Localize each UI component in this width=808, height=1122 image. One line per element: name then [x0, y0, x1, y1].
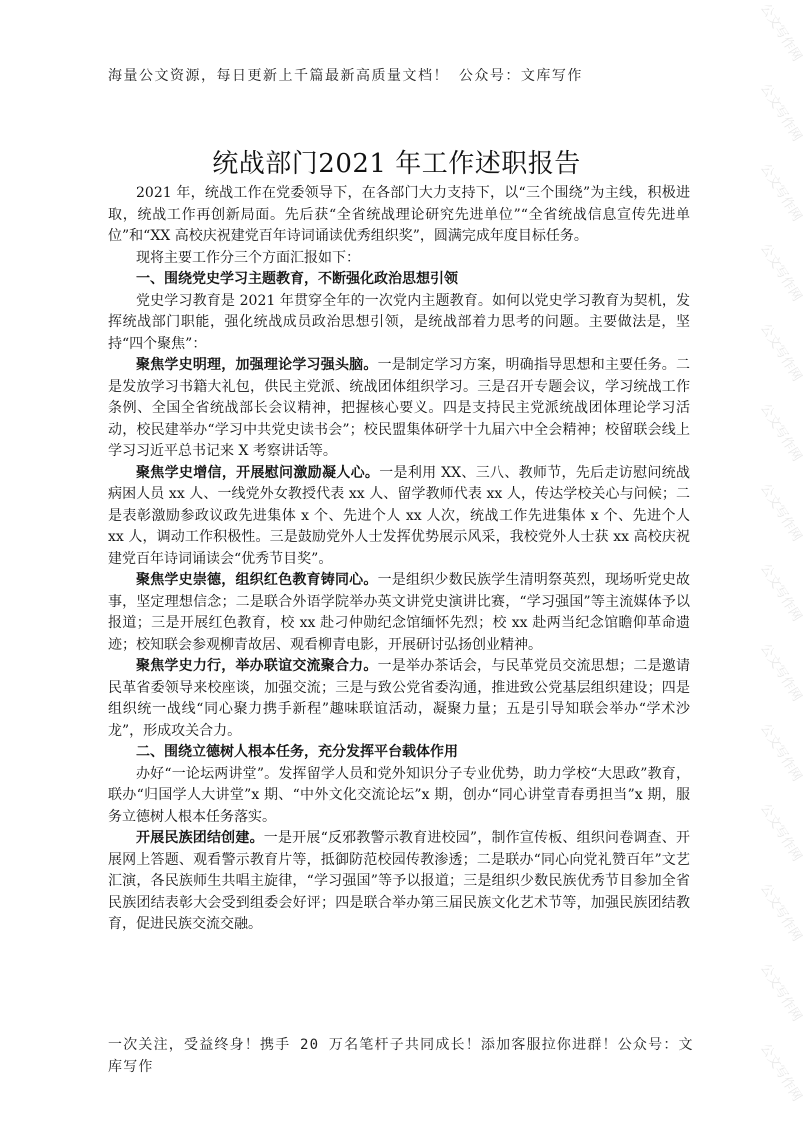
- document-body: [108, 183, 690, 936]
- lead-text: 聚焦学史增信，开展慰问激励凝人心。: [136, 464, 380, 481]
- paragraph-section1-intro: 党史学习教育是 2021 年贯穿全年的一次党内主题教育。如何以党史学习教育为契机，发挥统战部门职能，强化统战成员政治思想引领，是统战部着力思考的问题。主要做法是，坚持“四个聚焦”：: [108, 292, 690, 352]
- document-title: 统战部门2021 年工作述职报告: [212, 149, 581, 179]
- watermark-text: 公文写作网: [757, 481, 805, 545]
- paragraph-focus-2: 聚焦学史增信，开展慰问激励凝人心。一是利用 XX、三八、教师节，先后走访慰问统战病困人员 xx 人、一线党外女教授代表 xx 人、留学教师代表 xx 人，传达学校关心与问候；二是表彰激励参政议政先进集体 x 个、先进个人 xx 人次，统战工作先进集体 x 个、先进个人 xx 人，调动工作积极性。三是鼓励党外人士发挥优势展示风采，我校党外人士获 xx 高校庆祝建党百年诗词诵读会“优秀节目奖”。: [108, 464, 691, 567]
- paragraph-focus-1: 聚焦学史明理，加强理论学习强头脑。一是制定学习方案，明确指导思想和主要任务。二是发放学习书籍大礼包，供民主党派、统战团体组织学习。三是召开专题会议，学习统战工作条例、全国全省统战部长会议精神，把握核心要义。四是支持民主党派统战团体理论学习活动，校民建举办“学习中共党史读书会”；校民盟集体研学十九届六中全会精神；校留联会线上学习习近平总书记来 X 考察讲话等。: [108, 357, 690, 459]
- watermark-text: 公文写作网: [757, 641, 805, 705]
- lead-text: 聚焦学史明理，加强理论学习强头脑。: [136, 357, 378, 373]
- footer-promo-note: 一次关注，受益终身！携手 20 万名笔杆子共同成长！添加客服拉你进群！公众号：文库写作: [108, 1037, 694, 1075]
- paragraph-focus-4: 聚焦学史力行，举办联谊交流聚合力。一是举办茶话会，与民革党员交流思想；二是邀请民革省委领导来校座谈，加强交流；三是与致公党省委沟通，推进致公党基层组织建设；四是组织统一战线“同心聚力携手新程”趣味联谊活动，凝聚力量；五是引导知联会举办“学术沙龙”，形成攻关合力。: [108, 658, 690, 739]
- lead-text: 开展民族团结创建。: [136, 830, 264, 846]
- section-heading-1: 一、围绕党史学习主题教育，不断强化政治思想引领: [136, 271, 458, 287]
- watermark-text: 公文写作网: [757, 1041, 805, 1105]
- lead-text: 聚焦学史力行，举办联谊交流聚合力。: [136, 658, 378, 674]
- paragraph-focus-3: 聚焦学史崇德，组织红色教育铸同心。一是组织少数民族学生清明祭英烈，现场听党史故事，坚定理想信念；二是联合外语学院举办英文讲党史演讲比赛，“学习强国”等主流媒体予以报道；三是开展红色教育，校 xx 赴刁仲勋纪念馆缅怀先烈；校 xx 赴两当纪念馆瞻仰革命遗迹；校知联会参观柳青故居、观看柳青电影，开展研讨弘扬创业精神。: [108, 572, 690, 653]
- paragraph-intro: 2021 年，统战工作在党委领导下，在各部门大力支持下，以“三个围绕”为主线，积极进取，统战工作再创新局面。先后获“全省统战理论研究先进单位”“全省统战信息宣传先进单位”和“XX 高校庆祝建党百年诗词诵读优秀组织奖”，圆满完成年度目标任务。: [108, 185, 690, 244]
- watermark-text: 公文写作网: [757, 721, 805, 785]
- watermark-text: 公文写作网: [757, 561, 805, 625]
- watermark-text: 公文写作网: [757, 241, 805, 305]
- watermark-text: 公文写作网: [757, 321, 805, 385]
- watermark-text: 公文写作网: [757, 161, 805, 225]
- section-heading-2: 二、围绕立德树人根本任务，充分发挥平台载体作用: [136, 744, 458, 760]
- lead-text: 聚焦学史崇德，组织红色教育铸同心。: [136, 572, 378, 588]
- watermark-text: 公文写作网: [757, 801, 805, 865]
- watermark-text: 公文写作网: [757, 961, 805, 1025]
- watermark-text: 公文写作网: [757, 401, 805, 465]
- paragraph-forum: 办好“一论坛两讲堂”。发挥留学人员和党外知识分子专业优势，助力学校“大思政”教育，联办“归国学人大讲堂”x 期、“中外文化交流论坛”x 期，创办“同心讲堂青春勇担当”x 期，服务立德树人根本任务落实。: [108, 765, 690, 825]
- watermark-text: 公文写作网: [757, 1, 805, 65]
- watermark-text: 公文写作网: [757, 81, 805, 145]
- paragraph-overview: 现将主要工作分三个方面汇报如下：: [136, 249, 360, 266]
- header-promo-note: 海量公文资源，每日更新上千篇最新高质量文档！ 公众号：文库写作: [108, 68, 583, 84]
- paragraph-ethnic-unity: 开展民族团结创建。一是开展“反邪教警示教育进校园”，制作宣传板、组织问卷调查、开展网上答题、观看警示教育片等，抵御防范校园传教渗透；二是联办“同心向党礼赞百年”文艺汇演，各民族师生共唱主旋律，“学习强国”等予以报道；三是组织少数民族优秀节目参加全省民族团结表彰大会受到组委会好评；四是联合举办第三届民族文化艺术节等，加强民族团结教育，促进民族交流交融。: [108, 830, 690, 932]
- watermark-text: 公文写作网: [757, 881, 805, 945]
